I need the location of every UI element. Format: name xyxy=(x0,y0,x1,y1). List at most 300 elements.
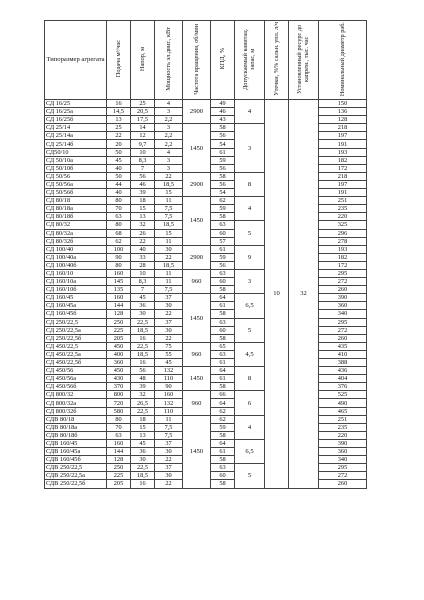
cell-head: 33 xyxy=(131,253,155,261)
cell-power: 22 xyxy=(155,456,183,464)
cell-diameter: 295 xyxy=(319,269,367,277)
cell-power: 45 xyxy=(155,359,183,367)
cell-model: СД 50/10а xyxy=(45,156,107,164)
cell-diameter: 197 xyxy=(319,132,367,140)
cell-power: 22 xyxy=(155,334,183,342)
cell-efficiency: 59 xyxy=(211,253,235,261)
cell-power: 2,2 xyxy=(155,140,183,148)
cell-power: 110 xyxy=(155,407,183,415)
cell-efficiency: 58 xyxy=(211,310,235,318)
cell-power: 4 xyxy=(155,100,183,108)
cell-flow: 128 xyxy=(107,456,131,464)
cell-power: 15 xyxy=(155,189,183,197)
cell-diameter: 340 xyxy=(319,456,367,464)
cell-model: СД 80/32б xyxy=(45,237,107,245)
table-row xyxy=(45,269,367,277)
cell-head: 45 xyxy=(131,294,155,302)
cell-model: СДВ 80/18 xyxy=(45,415,107,423)
cell-power: 110 xyxy=(155,375,183,383)
table-row xyxy=(45,197,367,205)
table-row xyxy=(45,245,367,253)
cell-efficiency: 49 xyxy=(211,100,235,108)
cell-efficiency: 63 xyxy=(211,221,235,229)
cell-diameter: 410 xyxy=(319,350,367,358)
cell-head: 16 xyxy=(131,334,155,342)
cell-cavitation: 6 xyxy=(235,391,265,415)
cell-efficiency: 60 xyxy=(211,278,235,286)
cell-flow: 800 xyxy=(107,391,131,399)
cell-efficiency: 60 xyxy=(211,326,235,334)
cell-flow: 16 xyxy=(107,100,131,108)
cell-model: СД 160/10б xyxy=(45,286,107,294)
cell-power: 3 xyxy=(155,108,183,116)
cell-diameter: 182 xyxy=(319,253,367,261)
cell-diameter: 260 xyxy=(319,334,367,342)
cell-efficiency: 64 xyxy=(211,367,235,375)
table-row xyxy=(45,415,367,423)
cell-head: 15 xyxy=(131,205,155,213)
cell-flow: 720 xyxy=(107,399,131,407)
cell-flow: 22 xyxy=(107,132,131,140)
table-row xyxy=(45,391,367,399)
cell-efficiency: 56 xyxy=(211,164,235,172)
cell-head: 32 xyxy=(131,221,155,229)
cell-power: 30 xyxy=(155,302,183,310)
cell-flow: 44 xyxy=(107,180,131,188)
cell-head: 22,5 xyxy=(131,464,155,472)
cell-power: 11 xyxy=(155,278,183,286)
cell-model: СД 80/32а xyxy=(45,229,107,237)
cell-model: СД 160/10 xyxy=(45,269,107,277)
cell-model: СД 50/56 xyxy=(45,172,107,180)
cell-model: СДВ 250/22,5 xyxy=(45,464,107,472)
cell-rpm: 1450 xyxy=(183,124,211,173)
cell-head: 22 xyxy=(131,237,155,245)
cell-flow: 145 xyxy=(107,278,131,286)
cell-model: СДВ 160/45 xyxy=(45,439,107,447)
cell-flow: 63 xyxy=(107,431,131,439)
cell-flow: 160 xyxy=(107,269,131,277)
cell-efficiency: 61 xyxy=(211,448,235,456)
cell-model: СД 16/25б xyxy=(45,116,107,124)
cell-head: 46 xyxy=(131,180,155,188)
cell-diameter: 296 xyxy=(319,229,367,237)
cell-power: 3 xyxy=(155,156,183,164)
cell-power: 22 xyxy=(155,172,183,180)
cell-model: СД 450/56а xyxy=(45,375,107,383)
cell-diameter: 191 xyxy=(319,140,367,148)
cell-flow: 205 xyxy=(107,334,131,342)
cell-flow: 25 xyxy=(107,124,131,132)
cell-head: 56 xyxy=(131,367,155,375)
cell-cavitation: 4,5 xyxy=(235,342,265,366)
table-row xyxy=(45,124,367,132)
cell-power: 37 xyxy=(155,439,183,447)
cell-head: 20,5 xyxy=(131,108,155,116)
cell-cavitation: 6,5 xyxy=(235,294,265,318)
cell-model: СД 80/18а xyxy=(45,205,107,213)
cell-efficiency: 62 xyxy=(211,415,235,423)
cell-power: 7,5 xyxy=(155,423,183,431)
cell-model: СД 50/56б xyxy=(45,189,107,197)
cell-model: СД 16/25а xyxy=(45,108,107,116)
cell-power: 15 xyxy=(155,229,183,237)
cell-diameter: 278 xyxy=(319,237,367,245)
cell-diameter: 220 xyxy=(319,213,367,221)
cell-model: СД 800/32а xyxy=(45,399,107,407)
cell-efficiency: 61 xyxy=(211,359,235,367)
cell-rpm: 1450 xyxy=(183,367,211,391)
cell-power: 132 xyxy=(155,399,183,407)
cell-efficiency: 56 xyxy=(211,180,235,188)
cell-flow: 80 xyxy=(107,415,131,423)
cell-diameter: 197 xyxy=(319,180,367,188)
cell-efficiency: 63 xyxy=(211,350,235,358)
header-cavitation: Допускаемый кавитац. запас, м xyxy=(235,21,265,100)
cell-efficiency: 46 xyxy=(211,108,235,116)
cell-flow: 430 xyxy=(107,375,131,383)
cell-head: 48 xyxy=(131,375,155,383)
cell-model: СД 100/40б xyxy=(45,261,107,269)
cell-diameter: 251 xyxy=(319,197,367,205)
cell-flow: 580 xyxy=(107,407,131,415)
cell-model: СД 800/32б xyxy=(45,407,107,415)
cell-model: СД 450/22,5б xyxy=(45,359,107,367)
cell-model: СД 50/56а xyxy=(45,180,107,188)
cell-efficiency: 61 xyxy=(211,302,235,310)
cell-efficiency: 60 xyxy=(211,229,235,237)
cell-power: 11 xyxy=(155,197,183,205)
cell-model: СД 250/22,5б xyxy=(45,334,107,342)
cell-rpm: 960 xyxy=(183,269,211,293)
cell-head: 18 xyxy=(131,415,155,423)
cell-diameter: 218 xyxy=(319,172,367,180)
cell-model: СД 450/22,5а xyxy=(45,350,107,358)
cell-model: СД 100/40а xyxy=(45,253,107,261)
cell-head: 30 xyxy=(131,456,155,464)
cell-head: 39 xyxy=(131,189,155,197)
cell-rpm: 960 xyxy=(183,342,211,366)
cell-efficiency: 63 xyxy=(211,318,235,326)
cell-flow: 70 xyxy=(107,205,131,213)
cell-flow: 70 xyxy=(107,423,131,431)
cell-diameter: 435 xyxy=(319,342,367,350)
cell-cavitation: 5 xyxy=(235,464,265,488)
cell-head: 10 xyxy=(131,269,155,277)
cell-cavitation: 8 xyxy=(235,367,265,391)
cell-head: 30 xyxy=(131,310,155,318)
cell-cavitation: 6,5 xyxy=(235,439,265,463)
cell-flow: 400 xyxy=(107,350,131,358)
cell-diameter: 150 xyxy=(319,100,367,108)
cell-power: 30 xyxy=(155,472,183,480)
cell-power: 7,5 xyxy=(155,431,183,439)
cell-head: 40 xyxy=(131,245,155,253)
cell-flow: 63 xyxy=(107,213,131,221)
cell-diameter: 193 xyxy=(319,148,367,156)
cell-cavitation: 3 xyxy=(235,124,265,173)
header-flow: Подача м³/час xyxy=(107,21,131,100)
cell-head: 8,3 xyxy=(131,278,155,286)
cell-head: 26 xyxy=(131,229,155,237)
cell-model: СД 160/45б xyxy=(45,310,107,318)
cell-power: 37 xyxy=(155,318,183,326)
cell-model: СДВ 250/22,5б xyxy=(45,480,107,488)
cell-cavitation: 4 xyxy=(235,415,265,439)
cell-head: 32 xyxy=(131,391,155,399)
cell-efficiency: 58 xyxy=(211,124,235,132)
cell-efficiency: 58 xyxy=(211,334,235,342)
cell-head: 15 xyxy=(131,423,155,431)
cell-model: СДВ 80/18а xyxy=(45,423,107,431)
cell-diameter: 172 xyxy=(319,164,367,172)
cell-head: 22,5 xyxy=(131,342,155,350)
table-row xyxy=(45,294,367,302)
cell-flow: 225 xyxy=(107,472,131,480)
cell-power: 132 xyxy=(155,367,183,375)
cell-model: СДВ 160/45а xyxy=(45,448,107,456)
cell-efficiency: 59 xyxy=(211,423,235,431)
cell-rpm: 2900 xyxy=(183,245,211,269)
cell-head: 16 xyxy=(131,359,155,367)
cell-head: 36 xyxy=(131,302,155,310)
table-body xyxy=(45,100,367,489)
cell-power: 7,5 xyxy=(155,213,183,221)
cell-efficiency: 62 xyxy=(211,197,235,205)
cell-rpm: 2900 xyxy=(183,100,211,124)
header-power: Мощность эл.двиг., кВт xyxy=(155,21,183,100)
cell-power: 22 xyxy=(155,253,183,261)
cell-head: 22,5 xyxy=(131,407,155,415)
cell-model: СД 25/14 xyxy=(45,124,107,132)
cell-diameter: 136 xyxy=(319,108,367,116)
cell-power: 30 xyxy=(155,448,183,456)
cell-resource: 32 xyxy=(289,100,319,489)
cell-flow: 80 xyxy=(107,261,131,269)
cell-efficiency: 54 xyxy=(211,189,235,197)
cell-power: 30 xyxy=(155,326,183,334)
cell-head: 56 xyxy=(131,172,155,180)
cell-head: 36 xyxy=(131,448,155,456)
cell-head: 18,5 xyxy=(131,350,155,358)
cell-diameter: 260 xyxy=(319,286,367,294)
cell-cavitation: 3 xyxy=(235,269,265,293)
cell-model: СД 450/56 xyxy=(45,367,107,375)
cell-diameter: 272 xyxy=(319,326,367,334)
cell-efficiency: 58 xyxy=(211,456,235,464)
cell-efficiency: 56 xyxy=(211,132,235,140)
cell-diameter: 390 xyxy=(319,439,367,447)
cell-head: 16 xyxy=(131,480,155,488)
cell-cavitation: 5 xyxy=(235,221,265,245)
cell-diameter: 260 xyxy=(319,480,367,488)
cell-diameter: 182 xyxy=(319,156,367,164)
cell-model: СД 50/10б xyxy=(45,164,107,172)
cell-model: СД 25/14а xyxy=(45,132,107,140)
cell-model: СД 16/25 xyxy=(45,100,107,108)
cell-diameter: 325 xyxy=(319,221,367,229)
cell-head: 7 xyxy=(131,286,155,294)
cell-power: 18,5 xyxy=(155,261,183,269)
table-row xyxy=(45,100,367,108)
cell-rpm: 960 xyxy=(183,391,211,415)
cell-efficiency: 61 xyxy=(211,245,235,253)
cell-cavitation: 4 xyxy=(235,197,265,221)
cell-power: 22 xyxy=(155,310,183,318)
cell-efficiency: 58 xyxy=(211,172,235,180)
cell-flow: 250 xyxy=(107,464,131,472)
cell-efficiency: 58 xyxy=(211,480,235,488)
cell-power: 37 xyxy=(155,464,183,472)
cell-head: 45 xyxy=(131,439,155,447)
cell-model: СД 160/45 xyxy=(45,294,107,302)
cell-diameter: 295 xyxy=(319,464,367,472)
cell-model: СД 80/18б xyxy=(45,213,107,221)
cell-flow: 160 xyxy=(107,294,131,302)
cell-flow: 50 xyxy=(107,148,131,156)
header-row xyxy=(45,21,367,100)
cell-cavitation: 4 xyxy=(235,100,265,124)
cell-flow: 45 xyxy=(107,156,131,164)
cell-model: СД 160/45а xyxy=(45,302,107,310)
cell-efficiency: 58 xyxy=(211,431,235,439)
cell-power: 75 xyxy=(155,342,183,350)
cell-diameter: 388 xyxy=(319,359,367,367)
cell-efficiency: 63 xyxy=(211,464,235,472)
cell-model: СД 80/18 xyxy=(45,197,107,205)
cell-power: 3 xyxy=(155,164,183,172)
cell-head: 28 xyxy=(131,261,155,269)
cell-efficiency: 59 xyxy=(211,156,235,164)
cell-power: 3 xyxy=(155,124,183,132)
cell-head: 17,5 xyxy=(131,116,155,124)
cell-flow: 40 xyxy=(107,189,131,197)
cell-diameter: 376 xyxy=(319,383,367,391)
cell-diameter: 172 xyxy=(319,261,367,269)
cell-diameter: 220 xyxy=(319,431,367,439)
cell-flow: 20 xyxy=(107,140,131,148)
cell-head: 12 xyxy=(131,132,155,140)
cell-flow: 68 xyxy=(107,229,131,237)
cell-leakage: 10 xyxy=(265,100,289,489)
cell-diameter: 436 xyxy=(319,367,367,375)
cell-efficiency: 58 xyxy=(211,213,235,221)
cell-head: 18,5 xyxy=(131,326,155,334)
cell-model: СД 250/22,5а xyxy=(45,326,107,334)
cell-rpm: 1450 xyxy=(183,197,211,246)
cell-model: СДВ 250/22,5а xyxy=(45,472,107,480)
cell-power: 2,2 xyxy=(155,132,183,140)
cell-power: 22 xyxy=(155,480,183,488)
cell-flow: 50 xyxy=(107,172,131,180)
cell-power: 90 xyxy=(155,383,183,391)
cell-diameter: 404 xyxy=(319,375,367,383)
cell-model: СД 25/14б xyxy=(45,140,107,148)
cell-power: 160 xyxy=(155,391,183,399)
cell-efficiency: 64 xyxy=(211,399,235,407)
cell-diameter: 465 xyxy=(319,407,367,415)
cell-diameter: 525 xyxy=(319,391,367,399)
table-row xyxy=(45,342,367,350)
cell-diameter: 272 xyxy=(319,472,367,480)
cell-efficiency: 56 xyxy=(211,261,235,269)
table-row xyxy=(45,172,367,180)
cell-model: СДВ 160/45б xyxy=(45,456,107,464)
cell-cavitation: 5 xyxy=(235,318,265,342)
cell-flow: 450 xyxy=(107,342,131,350)
cell-flow: 13 xyxy=(107,116,131,124)
cell-diameter: 295 xyxy=(319,318,367,326)
cell-flow: 128 xyxy=(107,310,131,318)
cell-power: 4 xyxy=(155,148,183,156)
cell-efficiency: 58 xyxy=(211,286,235,294)
cell-model: СД 250/22,5 xyxy=(45,318,107,326)
cell-efficiency: 58 xyxy=(211,383,235,391)
cell-efficiency: 64 xyxy=(211,294,235,302)
cell-flow: 370 xyxy=(107,383,131,391)
cell-power: 7,5 xyxy=(155,286,183,294)
cell-power: 2,2 xyxy=(155,116,183,124)
cell-rpm: 1450 xyxy=(183,294,211,343)
cell-efficiency: 57 xyxy=(211,237,235,245)
cell-power: 18,5 xyxy=(155,221,183,229)
cell-model: СД50/10 xyxy=(45,148,107,156)
header-head: Напор, м xyxy=(131,21,155,100)
cell-power: 11 xyxy=(155,415,183,423)
cell-diameter: 193 xyxy=(319,245,367,253)
cell-flow: 135 xyxy=(107,286,131,294)
cell-flow: 450 xyxy=(107,367,131,375)
cell-model: СД 450/22,5 xyxy=(45,342,107,350)
cell-diameter: 360 xyxy=(319,448,367,456)
cell-flow: 225 xyxy=(107,326,131,334)
cell-head: 22,5 xyxy=(131,318,155,326)
cell-flow: 100 xyxy=(107,245,131,253)
cell-diameter: 340 xyxy=(319,310,367,318)
cell-power: 7,5 xyxy=(155,205,183,213)
cell-efficiency: 64 xyxy=(211,439,235,447)
cell-efficiency: 60 xyxy=(211,472,235,480)
header-diameter: Номинальный диаметр раб. xyxy=(319,21,367,100)
cell-efficiency: 65 xyxy=(211,342,235,350)
cell-efficiency: 63 xyxy=(211,269,235,277)
cell-efficiency: 62 xyxy=(211,407,235,415)
cell-head: 13 xyxy=(131,431,155,439)
cell-diameter: 235 xyxy=(319,205,367,213)
cell-head: 39 xyxy=(131,383,155,391)
cell-flow: 80 xyxy=(107,221,131,229)
table-row xyxy=(45,367,367,375)
cell-model: СД 100/40 xyxy=(45,245,107,253)
cell-head: 26,5 xyxy=(131,399,155,407)
pump-spec-sheet xyxy=(44,20,366,489)
header-rpm: Частота вращения, об/мин xyxy=(183,21,211,100)
cell-head: 13 xyxy=(131,213,155,221)
cell-power: 37 xyxy=(155,294,183,302)
cell-diameter: 490 xyxy=(319,399,367,407)
cell-head: 8,3 xyxy=(131,156,155,164)
cell-flow: 144 xyxy=(107,448,131,456)
header-efficiency: КПД, % xyxy=(211,21,235,100)
cell-diameter: 128 xyxy=(319,116,367,124)
pump-spec-table xyxy=(44,20,367,489)
cell-flow: 14,5 xyxy=(107,108,131,116)
cell-power: 30 xyxy=(155,245,183,253)
header-resource: Установленный ресурс до капрем., тыс. час xyxy=(289,21,319,100)
header-leakage: Утечки, %% сальн. упл. л/ч xyxy=(265,21,289,100)
cell-flow: 144 xyxy=(107,302,131,310)
cell-power: 18,5 xyxy=(155,180,183,188)
